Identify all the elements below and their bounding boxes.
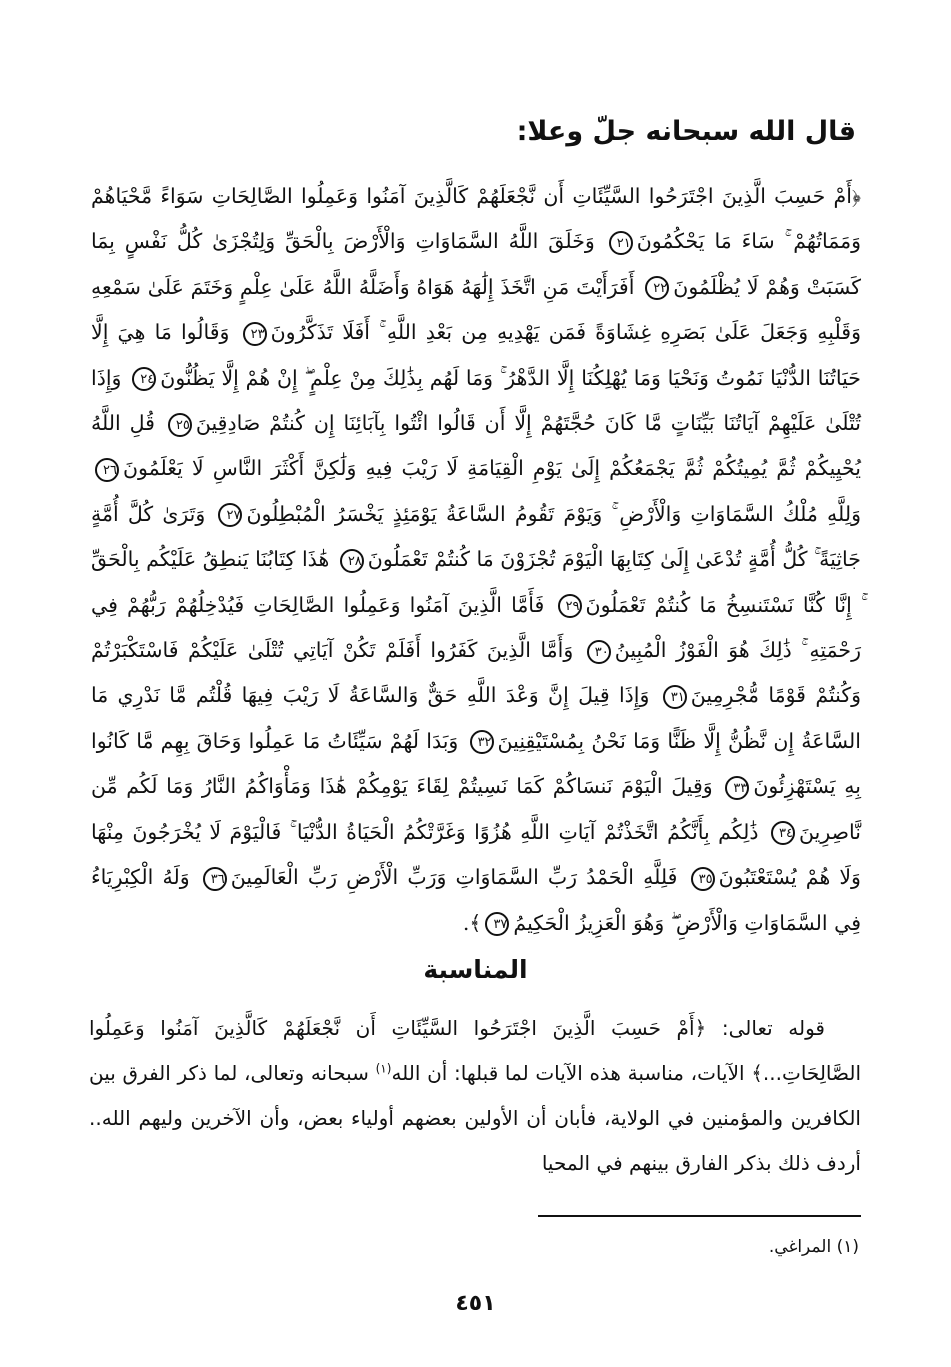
verses-closing-bracket: ﴾. [462, 910, 482, 935]
verse-number-marker: ٢٤ [132, 367, 156, 391]
section-title: المناسبة [423, 955, 528, 984]
footnote: (١) المراغي. [768, 1237, 859, 1257]
verse-number-marker: ٣٣ [725, 776, 749, 800]
quran-verses-block [91, 174, 861, 946]
verse-number-marker: ٢٥ [168, 413, 192, 437]
verse-number-marker: ٢٨ [340, 549, 364, 573]
footnote-divider [538, 1215, 861, 1217]
page-heading: قال الله سبحانه جلّ وعلا: [516, 116, 856, 147]
verse-text: هَٰذَا كِتَابُنَا يَنطِقُ عَلَيْكُم بِالْحَقِّ ۚ إِنَّا كُنَّا نَسْتَنسِخُ مَا كُنتُمْ تَعْمَلُونَ [91, 547, 861, 617]
verse-text: وَبَدَا لَهُمْ سَيِّئَاتُ مَا عَمِلُوا وَحَاقَ بِهِم مَّا كَانُوا بِهِ يَسْتَهْزِئُونَ [91, 728, 861, 799]
verse-number-marker: ٣٧ [485, 912, 509, 936]
verse-text: فَأَمَّا الَّذِينَ آمَنُوا وَعَمِلُوا الصَّالِحَاتِ فَيُدْخِلُهُمْ رَبُّهُمْ فِي رَحْمَتِهِ ۚ ذَٰلِكَ هُوَ الْفَوْزُ الْمُبِينُ [91, 592, 861, 663]
verse-number-marker: ٣٢ [470, 730, 494, 754]
verse-text: وَقَالُوا مَا هِيَ إِلَّا حَيَاتُنَا الدُّنْيَا نَمُوتُ وَنَحْيَا وَمَا يُهْلِكُنَا إِلَّا الدَّهْرُ ۚ وَمَا لَهُم بِذَٰلِكَ مِنْ عِلْمٍ ۖ إِنْ هُمْ إِلَّا يَظُنُّونَ [91, 320, 861, 390]
body-paragraph [89, 1006, 861, 1186]
verse-number-marker: ٢٢ [645, 276, 669, 300]
verse-text: وَخَلَقَ اللَّهُ السَّمَاوَاتِ وَالْأَرْضَ بِالْحَقِّ وَلِتُجْزَىٰ كُلُّ نَفْسٍ بِمَا كَسَبَتْ وَهُمْ لَا يُظْلَمُونَ [91, 229, 861, 299]
verse-number-marker: ٣١ [663, 685, 687, 709]
verse-number-marker: ٢١ [609, 231, 633, 255]
verse-number-marker: ٣٦ [203, 867, 227, 891]
verse-number-marker: ٣٤ [771, 821, 795, 845]
verse-text: قُلِ اللَّهُ يُحْيِيكُمْ ثُمَّ يُمِيتُكُمْ ثُمَّ يَجْمَعُكُمْ إِلَىٰ يَوْمِ الْقِيَامَةِ لَا رَيْبَ فِيهِ وَلَٰكِنَّ أَكْثَرَ النَّاسِ لَا يَعْلَمُونَ [91, 411, 861, 481]
verse-text: وَأَمَّا الَّذِينَ كَفَرُوا أَفَلَمْ تَكُنْ آيَاتِي تُتْلَىٰ عَلَيْكُمْ فَاسْتَكْبَرْتُمْ وَكُنتُمْ قَوْمًا مُّجْرِمِينَ [91, 638, 861, 708]
verse-number-marker: ٣٠ [587, 640, 611, 664]
verse-text: وَتَرَىٰ كُلَّ أُمَّةٍ جَاثِيَةً ۚ كُلُّ أُمَّةٍ تُدْعَىٰ إِلَىٰ كِتَابِهَا الْيَوْمَ تُجْزَوْنَ مَا كُنتُمْ تَعْمَلُونَ [91, 501, 861, 572]
verse-text: وَإِذَا تُتْلَىٰ عَلَيْهِمْ آيَاتُنَا بَيِّنَاتٍ مَّا كَانَ حُجَّتَهُمْ إِلَّا أَن قَالُوا ائْتُوا بِآبَائِنَا إِن كُنتُمْ صَادِقِينَ [91, 365, 861, 436]
paragraph-text: سبحانه وتعالى، لما ذكر الفرق بين الكافرين والمؤمنين في الولاية، فأبان أن الأولين بعضهم أولياء بعض، وأن الآخرين وليهم الله.. أردف ذلك بذكر الفارق بينهم في المحيا [89, 1061, 861, 1175]
verse-text: وَلِلَّهِ مُلْكُ السَّمَاوَاتِ وَالْأَرْضِ ۚ وَيَوْمَ تَقُومُ السَّاعَةُ يَوْمَئِذٍ يَخْسَرُ الْمُبْطِلُونَ [246, 501, 861, 526]
verse-number-marker: ٢٦ [95, 458, 119, 482]
verse-text: وَقِيلَ الْيَوْمَ نَنسَاكُمْ كَمَا نَسِيتُمْ لِقَاءَ يَوْمِكُمْ هَٰذَا وَمَأْوَاكُمُ النَّارُ وَمَا لَكُم مِّن نَّاصِرِينَ [91, 774, 861, 844]
verse-number-marker: ٢٧ [218, 503, 242, 527]
verse-text: أَفَرَأَيْتَ مَنِ اتَّخَذَ إِلَٰهَهُ هَوَاهُ وَأَضَلَّهُ اللَّهُ عَلَىٰ عِلْمٍ وَخَتَمَ عَلَىٰ سَمْعِهِ وَقَلْبِهِ وَجَعَلَ عَلَىٰ بَصَرِهِ غِشَاوَةً فَمَن يَهْدِيهِ مِن بَعْدِ اللَّهِ ۚ أَفَلَا تَذَكَّرُونَ [91, 274, 861, 345]
verse-text: ذَٰلِكُم بِأَنَّكُمُ اتَّخَذْتُمْ آيَاتِ اللَّهِ هُزُوًا وَغَرَّتْكُمُ الْحَيَاةُ الدُّنْيَا ۚ فَالْيَوْمَ لَا يُخْرَجُونَ مِنْهَا وَلَا هُمْ يُسْتَعْتَبُونَ [91, 819, 861, 890]
paragraph-text: قوله تعالى: ﴿أَمْ حَسِبَ الَّذِينَ اجْتَرَحُوا السَّيِّئَاتِ أَن نَّجْعَلَهُمْ كَالَّذِينَ آمَنُوا وَعَمِلُوا الصَّالِحَاتِ...﴾ الآيات، مناسبة هذه الآيات لما قبلها: أن الله [89, 1016, 862, 1085]
verse-number-marker: ٢٣ [243, 322, 267, 346]
verse-text: ﴿أَمْ حَسِبَ الَّذِينَ اجْتَرَحُوا السَّيِّئَاتِ أَن نَّجْعَلَهُمْ كَالَّذِينَ آمَنُوا وَعَمِلُوا الصَّالِحَاتِ سَوَاءً مَّحْيَاهُمْ وَمَمَاتُهُمْ ۚ سَاءَ مَا يَحْكُمُونَ [91, 184, 861, 254]
verse-text: وَلَهُ الْكِبْرِيَاءُ فِي السَّمَاوَاتِ وَالْأَرْضِ ۖ وَهُوَ الْعَزِيزُ الْحَكِيمُ [91, 865, 861, 935]
page-number: ٤٥١ [455, 1291, 496, 1316]
footnote-reference[interactable]: (١) [375, 1061, 392, 1076]
verse-number-marker: ٣٥ [691, 867, 715, 891]
verse-number-marker: ٢٩ [558, 594, 582, 618]
verse-text: فَلِلَّهِ الْحَمْدُ رَبِّ السَّمَاوَاتِ وَرَبِّ الْأَرْضِ رَبِّ الْعَالَمِينَ [230, 865, 678, 890]
verse-text: وَإِذَا قِيلَ إِنَّ وَعْدَ اللَّهِ حَقٌّ وَالسَّاعَةُ لَا رَيْبَ فِيهَا قُلْتُم مَّا نَدْرِي مَا السَّاعَةُ إِن نَّظُنُّ إِلَّا ظَنًّا وَمَا نَحْنُ بِمُسْتَيْقِنِينَ [91, 683, 861, 753]
